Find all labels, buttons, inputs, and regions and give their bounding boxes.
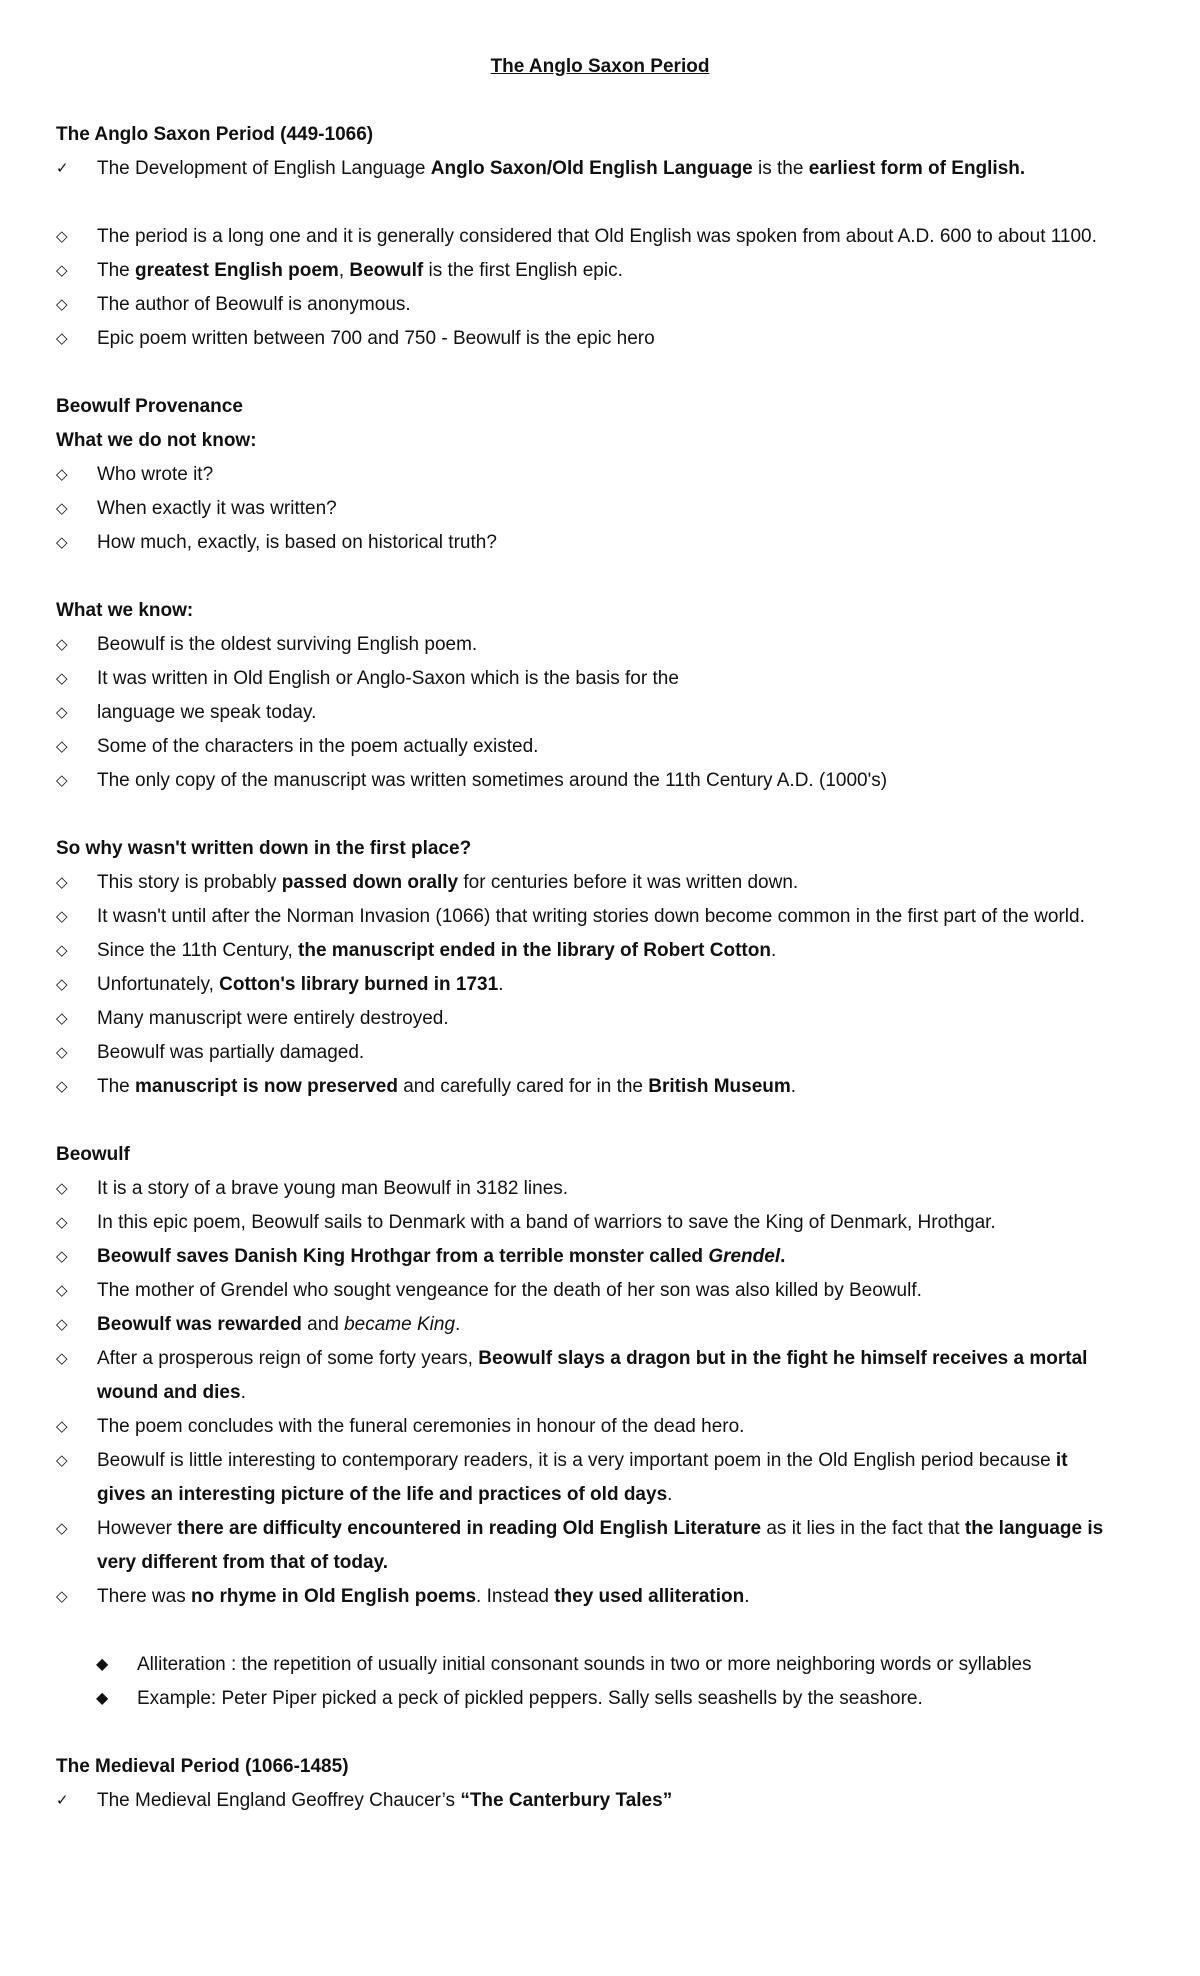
diamond-bullet-icon: ◇ bbox=[56, 636, 68, 653]
diamond-bullet-icon: ◇ bbox=[56, 1316, 68, 1333]
diamond-bullet-icon: ◇ bbox=[56, 1282, 68, 1299]
section-heading-what-we-know: What we know: bbox=[56, 600, 194, 621]
diamond-bullet-icon: ◇ bbox=[56, 262, 68, 279]
diamond-bullet-icon: ◇ bbox=[56, 874, 68, 891]
diamond-bullet-icon: ◇ bbox=[56, 228, 68, 245]
diamond-bullet-icon: ◇ bbox=[56, 1520, 68, 1537]
list-item: ◇ There was no rhyme in Old English poems. Instead they used alliteration. bbox=[56, 1580, 1166, 1614]
sub-list-item: ◆ Alliteration : the repetition of usually initial consonant sounds in two or more neighboring words or syllables bbox=[96, 1648, 1200, 1682]
list-item: ◇ It was written in Old English or Anglo-Saxon which is the basis for the bbox=[56, 662, 1166, 696]
list-item: ◇ Many manuscript were entirely destroyed. bbox=[56, 1002, 1166, 1036]
diamond-bullet-icon: ◇ bbox=[56, 1418, 68, 1435]
diamond-bullet-icon: ◇ bbox=[56, 738, 68, 755]
list-item: ◇ Epic poem written between 700 and 750 - Beowulf is the epic hero bbox=[56, 322, 1166, 356]
list-item: ◇ The author of Beowulf is anonymous. bbox=[56, 288, 1166, 322]
list-item: ◇ The period is a long one and it is generally considered that Old English was spoken from about A.D. 600 to about 1100. bbox=[56, 220, 1166, 254]
diamond-bullet-icon: ◇ bbox=[56, 296, 68, 313]
list-item: ◇ It wasn't until after the Norman Invasion (1066) that writing stories down become common in the first part of the world. bbox=[56, 900, 1166, 934]
diamond-bullet-icon: ◇ bbox=[56, 1350, 68, 1367]
list-item: ◇ However there are difficulty encountered in reading Old English Literature as it lies in the fact that the language is bbox=[56, 1512, 1166, 1546]
list-item: ◇ In this epic poem, Beowulf sails to Denmark with a band of warriors to save the King of Denmark, Hrothgar. bbox=[56, 1206, 1166, 1240]
list-item: ◇ The only copy of the manuscript was written sometimes around the 11th Century A.D. (1000's) bbox=[56, 764, 1166, 798]
list-item: ◇ Who wrote it? bbox=[56, 458, 1166, 492]
list-item: ◇ When exactly it was written? bbox=[56, 492, 1166, 526]
checkmark-icon: ✓ bbox=[56, 160, 69, 177]
diamond-bullet-icon: ◇ bbox=[56, 466, 68, 483]
list-item: ◇ Unfortunately, Cotton's library burned in 1731. bbox=[56, 968, 1166, 1002]
diamond-bullet-icon: ◇ bbox=[56, 1180, 68, 1197]
list-item: ◇ It is a story of a brave young man Beowulf in 3182 lines. bbox=[56, 1172, 1166, 1206]
document-title: The Anglo Saxon Period bbox=[490, 56, 710, 77]
list-item: ◇ How much, exactly, is based on historical truth? bbox=[56, 526, 1166, 560]
diamond-bullet-icon: ◇ bbox=[56, 534, 68, 551]
list-item: ◇ The greatest English poem, Beowulf is the first English epic. bbox=[56, 254, 1166, 288]
list-item-continuation: very different from that of today. bbox=[97, 1552, 389, 1573]
filled-diamond-bullet-icon: ◆ bbox=[96, 1656, 109, 1673]
diamond-bullet-icon: ◇ bbox=[56, 942, 68, 959]
list-item: ◇ Since the 11th Century, the manuscript ended in the library of Robert Cotton. bbox=[56, 934, 1166, 968]
subheading-do-not-know: What we do not know: bbox=[56, 430, 257, 451]
section-heading-medieval: The Medieval Period (1066-1485) bbox=[56, 1756, 349, 1777]
list-item: ✓ The Medieval England Geoffrey Chaucer’s “The Canterbury Tales” bbox=[56, 1784, 1166, 1818]
diamond-bullet-icon: ◇ bbox=[56, 1248, 68, 1265]
filled-diamond-bullet-icon: ◆ bbox=[96, 1690, 109, 1707]
list-item: ◇ The manuscript is now preserved and carefully cared for in the British Museum. bbox=[56, 1070, 1166, 1104]
section-heading-beowulf: Beowulf bbox=[56, 1144, 130, 1165]
diamond-bullet-icon: ◇ bbox=[56, 976, 68, 993]
diamond-bullet-icon: ◇ bbox=[56, 1010, 68, 1027]
diamond-bullet-icon: ◇ bbox=[56, 1214, 68, 1231]
list-item-continuation: gives an interesting picture of the life and practices of old days. bbox=[97, 1484, 673, 1505]
section-heading-anglo-saxon: The Anglo Saxon Period (449-1066) bbox=[56, 124, 374, 145]
list-item: ◇ The mother of Grendel who sought vengeance for the death of her son was also killed by Beowulf. bbox=[56, 1274, 1166, 1308]
diamond-bullet-icon: ◇ bbox=[56, 500, 68, 517]
list-item: ◇ Beowulf was partially damaged. bbox=[56, 1036, 1166, 1070]
section-heading-provenance: Beowulf Provenance bbox=[56, 396, 243, 417]
diamond-bullet-icon: ◇ bbox=[56, 670, 68, 687]
sub-list-item: ◆ Example: Peter Piper picked a peck of pickled peppers. Sally sells seashells by the seashore. bbox=[96, 1682, 1200, 1716]
section-heading-why-not-written: So why wasn't written down in the first place? bbox=[56, 838, 472, 859]
list-item: ◇ language we speak today. bbox=[56, 696, 1166, 730]
diamond-bullet-icon: ◇ bbox=[56, 1588, 68, 1605]
list-item: ◇ After a prosperous reign of some forty years, Beowulf slays a dragon but in the fight he himself receives a mortal bbox=[56, 1342, 1166, 1376]
diamond-bullet-icon: ◇ bbox=[56, 1078, 68, 1095]
list-item: ◇ The poem concludes with the funeral ceremonies in honour of the dead hero. bbox=[56, 1410, 1166, 1444]
list-item: ◇ Some of the characters in the poem actually existed. bbox=[56, 730, 1166, 764]
list-item: ◇ Beowulf is little interesting to contemporary readers, it is a very important poem in the Old English period because it bbox=[56, 1444, 1166, 1478]
diamond-bullet-icon: ◇ bbox=[56, 908, 68, 925]
list-item: ◇ Beowulf saves Danish King Hrothgar from a terrible monster called Grendel. bbox=[56, 1240, 1166, 1274]
list-item: ◇ Beowulf is the oldest surviving English poem. bbox=[56, 628, 1166, 662]
diamond-bullet-icon: ◇ bbox=[56, 1044, 68, 1061]
checkmark-icon: ✓ bbox=[56, 1792, 69, 1809]
diamond-bullet-icon: ◇ bbox=[56, 704, 68, 721]
list-item: ◇ Beowulf was rewarded and became King. bbox=[56, 1308, 1166, 1342]
list-item: ✓ The Development of English Language Anglo Saxon/Old English Language is the earliest form of English. bbox=[56, 152, 1166, 186]
list-item: ◇ This story is probably passed down orally for centuries before it was written down. bbox=[56, 866, 1166, 900]
diamond-bullet-icon: ◇ bbox=[56, 772, 68, 789]
list-item-continuation: wound and dies. bbox=[97, 1382, 246, 1403]
diamond-bullet-icon: ◇ bbox=[56, 1452, 68, 1469]
diamond-bullet-icon: ◇ bbox=[56, 330, 68, 347]
